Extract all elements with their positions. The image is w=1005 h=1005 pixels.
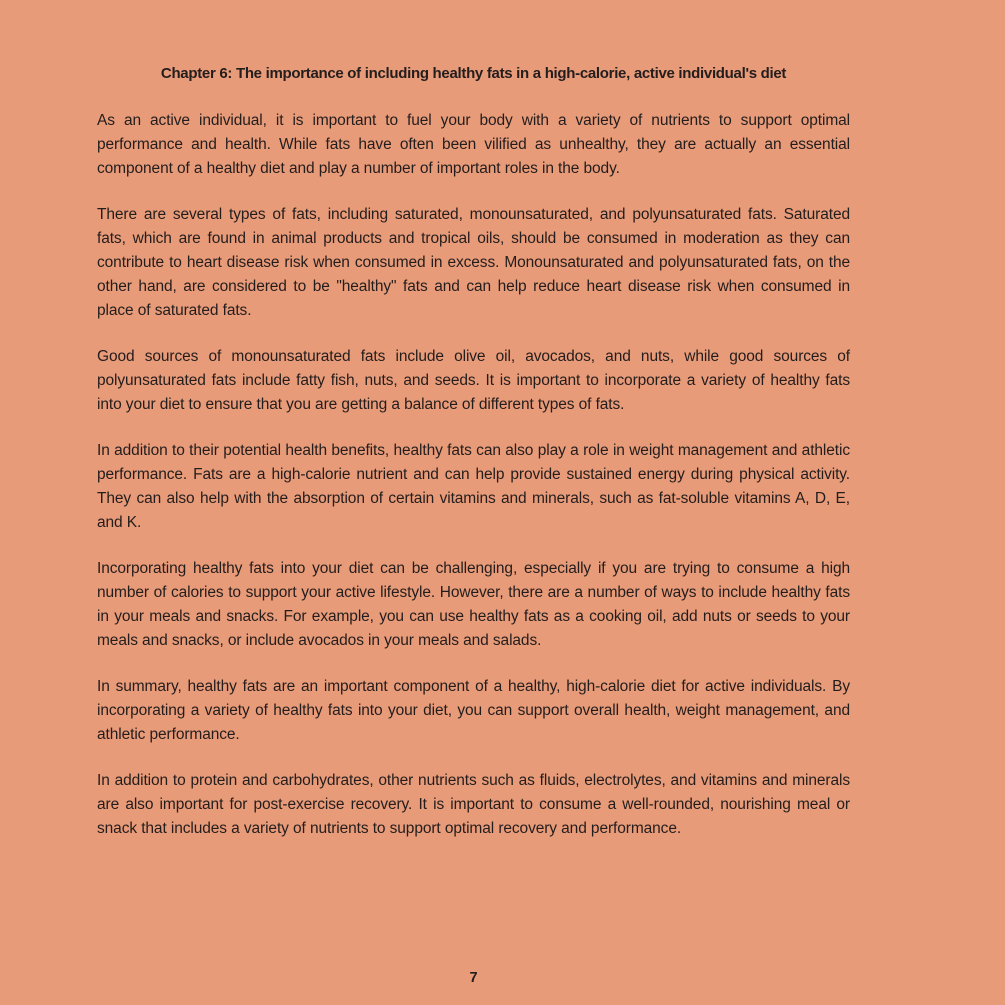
paragraph-6: In summary, healthy fats are an important component of a healthy, high-calorie diet for active individuals. By incorporating a variety of healthy fats into your diet, you can support overall health, weight management, and athletic performance. bbox=[97, 678, 850, 743]
chapter-title: Chapter 6: The importance of including healthy fats in a high-calorie, active individual's diet bbox=[160, 65, 787, 82]
paragraph-1: As an active individual, it is important to fuel your body with a variety of nutrients to support optimal performance and health. While fats have often been vilified as unhealthy, they are actually an essential component of a healthy diet and play a number of important roles in the body. bbox=[97, 112, 850, 177]
paragraph-2: There are several types of fats, including saturated, monounsaturated, and polyunsaturated fats. Saturated fats, which are found in animal products and tropical oils, should be consumed in moderation as they can contribute to heart disease risk when consumed in excess. Monounsaturated and polyunsaturated fats, on the other hand, are considered to be "healthy" fats and can help reduce heart disease risk when consumed in place of saturated fats. bbox=[97, 206, 850, 319]
paragraph-4: In addition to their potential health benefits, healthy fats can also play a role in weight management and athletic performance. Fats are a high-calorie nutrient and can help provide sustained energy during physical activity. They can also help with the absorption of certain vitamins and minerals, such as fat-soluble vitamins A, D, E, and K. bbox=[97, 442, 850, 531]
paragraph-7: In addition to protein and carbohydrates, other nutrients such as fluids, electrolytes, and vitamins and minerals are also important for post-exercise recovery. It is important to consume a well-rounded, nourishing meal or snack that includes a variety of nutrients to support optimal recovery and performance. bbox=[97, 772, 850, 837]
paragraph-3: Good sources of monounsaturated fats include olive oil, avocados, and nuts, while good sources of polyunsaturated fats include fatty fish, nuts, and seeds. It is important to incorporate a variety of healthy fats into your diet to ensure that you are getting a balance of different types of fats. bbox=[97, 348, 850, 413]
page-number: 7 bbox=[469, 970, 478, 986]
page-content bbox=[97, 64, 850, 863]
paragraph-5: Incorporating healthy fats into your diet can be challenging, especially if you are trying to consume a high number of calories to support your active lifestyle. However, there are a number of ways to include healthy fats in your meals and snacks. For example, you can use healthy fats as a cooking oil, add nuts or seeds to your meals and snacks, or include avocados in your meals and salads. bbox=[97, 560, 850, 649]
